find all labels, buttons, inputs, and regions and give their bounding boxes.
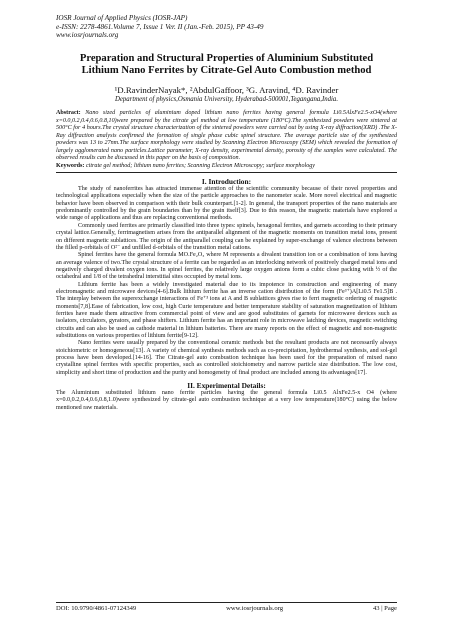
abstract-label: Abstract: [56, 110, 81, 117]
keywords-label: Keywords: [56, 162, 85, 169]
keywords-text: citrate gel method; lithium nano ferrites; Scanning Electron Microscopy; surface morphology [84, 162, 315, 169]
footer-page-number: 43 | Page [372, 605, 397, 612]
paper-title-line-1: Preparation and Structural Properties of Aluminium Substituted [79, 52, 374, 64]
journal-name: IOSR Journal of Applied Physics (IOSR-JAP) [56, 14, 188, 22]
abstract-text: Nano sized particles of aluminium doped lithium nano ferrites having general formula Li0.5AlxFe2.5-xO4(where x=0.0,0.2,0.4,0.6,0.8,10)were prepared by the citrate gel method at low temperature (180°C).The synthesized powders were sintered at 500°C for 4 hours.The crystal structure characterization of the sintered powders were carried out by using X-ray diffraction(XRD) .The X-Ray diffraction analysis confirmed the formation of single phase cubic spinel structure. The average particle size of the synthesized powders was 13 to 27nm.The surface morphology were studied by Scanning Electron Microscopy (SEM) which revealed the formation of largely agglomerated nano particles.Lattice parameter, X-ray density, experimental density, porosity of the samples were calculated. The observed results can be discussed in this paper on the basis of composition. [56, 110, 397, 162]
abstract [56, 110, 397, 162]
keywords [56, 163, 397, 170]
author-list: ¹D.RavinderNayak*, ²AbdulGaffoor, ³G. Aravind, ⁴D. Ravinder [114, 84, 339, 95]
journal-issn-volume: e-ISSN: 2278-4861.Volume 7, Issue 1 Ver. II (Jan.-Feb. 2015), PP 43-49 [56, 22, 264, 31]
intro-paragraph-3: Spinel ferrites have the general formula MO.Fe₂O₃ where M represents a divalent transition ion or a combination of ions having an average valence of two.The crystal structure of a ferrite can be regarded as an interlocking network of positively charged metal ions and negatively charged divalent oxygen ions. In spinel ferrites, the relatively large oxygen anions form a cubic close packing with ½ of the octahedral and 1/8 of the tetrahedral interstitial sites occupied by metal ions. [56, 252, 397, 281]
intro-paragraph-1: The study of nanoferrites has attracted immense attention of the scientific community because of their novel properties and technological applications especially when the size of the particle approaches to the nanometer scale. More novel electrical and magnetic behavior have been observed in comparison with their bulk counterpart.[1-2]. In general, the transport properties of the nano materials are predominantly controlled by the grain boundaries than by the grain itself[3]. Due to this reason, the magnetic materials have explored a wide range of applications and thus are replacing conventional methods. [56, 186, 397, 222]
intro-paragraph-2: Commonly used ferrites are primarily classified into three types: spinels, hexagonal ferrites, and garnets according to their primary crystal lattice.Generally, ferrimagnetism arises from the antiparallel alignment of the magnetic moments on transition metal ions, present on different magnetic sublattices. The origin of the antiparallel coupling can be explained by super-exchange of valence electrons between the filled p-orbitals of O²⁻ and unfilled d-orbitals of the transition metal cations. [56, 222, 397, 251]
intro-paragraph-5: Nano ferrites were usually prepared by the conventional ceramic methods but the resultant products are not necessarily always stoichiometric or homogeneous[13]. A variety of chemical synthesis methods such as co-precipitation, hydrothermal synthesis, and sol-gel process have been developed.[14-16]. The Citrate-gel auto combustion technique has been used for the preparation of mixed nano crystalline spinel ferrites with specific properties, such as controlled stoichiometry and narrow particle size distribution. The low cost, simplicity and short time of production and the purity and homogeneity of final product are included among its advantages[17]. [56, 340, 397, 376]
footer-website: www.iosrjournals.org [226, 605, 284, 612]
abstract-divider [56, 172, 397, 173]
paper-title-line-2: Lithium Nano Ferrites by Citrate-Gel Auto Combustion method [81, 65, 372, 77]
journal-website: www.iosrjournals.org [56, 31, 119, 40]
footer-doi: DOI: 10.9790/4861-07124349 [56, 605, 137, 612]
experimental-paragraph-1: The Aluminium substituted lithium nano ferrite particles having the general formula Li0.5 AlxFe2.5-x O4 (where x=0.0,0.2,0.4,0.6,0.8,1.0)were synthesized by citrate-gel auto combustion technique at a very low temperature(180°C) using the below mentioned raw materials. [56, 390, 397, 411]
section-heading-experimental: II. Experimental Details: [187, 381, 266, 391]
paper-title [56, 53, 397, 78]
intro-paragraph-4: Lithium ferrite has been a widely investigated material due to its impotence in construction and engineering of many electromagnetic and microwave devices[4-6].Bulk lithium ferrite has an inverse cation distribution of the form (Fe³⁺)A[Li0.5 Fe1.5]B . The interplay between the superexchange interactions of Fe⁺³ ions at A and B sublattices gives rise to ferri magnetic ordering of magnetic moments[7,8].Ease of fabrication, low cost, high Curie temperature and better temperature stability of saturation magnetization of lithium ferrites have made them attractive from commercial point of view and are good substitutes of garnets for microwave devices such as isolators, circulators, gyrators, and phase shifters. Lithium ferrite has an important role in microwave latching devices, magnetic switching circuits and can also be used as cathode material in lithium batteries. There are many reports on the effect of magnetic and non-magnetic substitutions on various properties of lithium ferrite[9-12]. [56, 281, 397, 339]
journal-header [56, 14, 397, 40]
author-affiliation: Department of physics,Osmania University, Hyderabad-500001,Teganganа,India. [114, 95, 339, 103]
page-footer [56, 602, 397, 613]
section-heading-introduction: I. Introduction: [201, 177, 252, 187]
